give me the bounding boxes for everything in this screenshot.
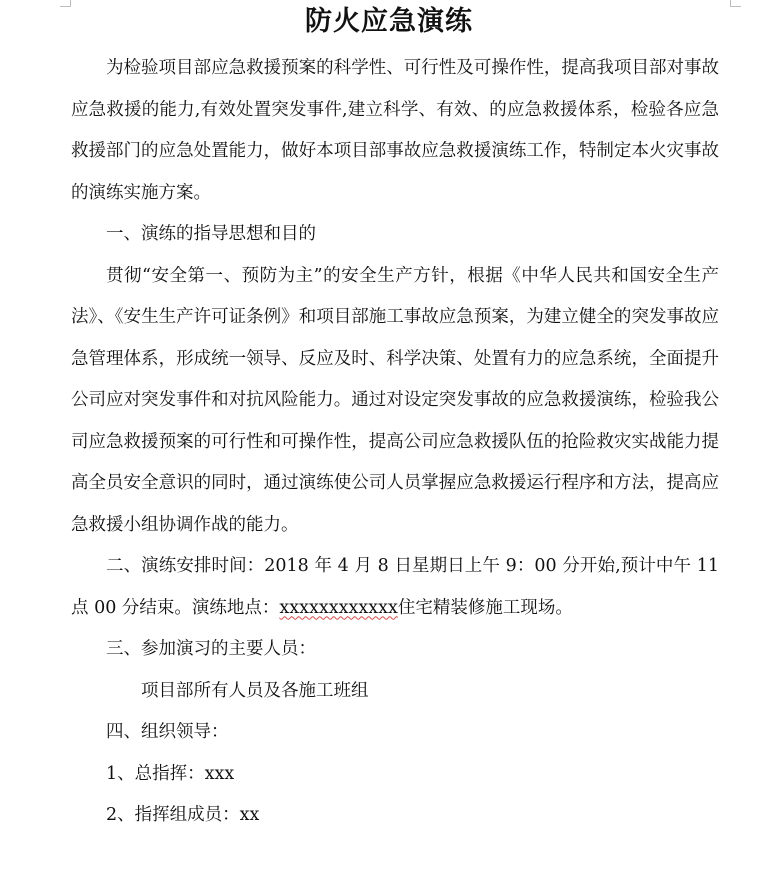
section2-paragraph <box>71 546 719 629</box>
section4-heading: 四、组织领导： <box>106 722 229 742</box>
intro-paragraph: 为检验项目部应急救援预案的科学性、可行性及可操作性，提高我项目部对事故应急救援的能力,有效处置突发事件,建立科学、有效、的应急救援体系，检验各应急救援部门的应急处置能力，做好本项目部事故应急救援演练工作，特制定本火灾事故的演练实施方案。 <box>71 58 719 203</box>
document-body <box>71 48 719 837</box>
commander-item: 1、总指挥：xxx <box>106 763 235 784</box>
section2-time-text: 二、演练安排时间：2018 年 4 月 8 日星期日上午 9：00 分开始,预计中午 11 点 00 分结束。演练地点： <box>71 556 719 618</box>
section1-paragraph: 贯彻“安全第一、预防为主”的安全生产方针，根据《中华人民共和国安全生产法》、《安生生产许可证条例》和项目部施工事故应急预案，为建立健全的突发事故应急管理体系，形成统一领导、反应及时、科学决策、处置有力的应急系统，全面提升公司应对突发事件和对抗风险能力。通过对设定突发事故的应急救援演练，检验我公司应急救援预案的可行性和可操作性，提高公司应急救援队伍的抢险救灾实战能力提高全员安全意识的同时，通过演练使公司人员掌握应急救援运行程序和方法，提高应急救援小组协调作战的能力。 <box>71 265 719 535</box>
document-title: 防火应急演练 <box>305 6 473 37</box>
command-group-item: 2、指挥组成员：xx <box>106 805 260 825</box>
drill-location-placeholder: xxxxxxxxxxxx <box>279 597 398 618</box>
section2-location-text: 住宅精装修施工现场。 <box>397 597 573 618</box>
section3-paragraph: 项目部所有人员及各施工班组 <box>141 680 369 701</box>
section1-heading: 一、演练的指导思想和目的 <box>106 224 316 244</box>
section3-heading: 三、参加演习的主要人员： <box>106 639 316 659</box>
